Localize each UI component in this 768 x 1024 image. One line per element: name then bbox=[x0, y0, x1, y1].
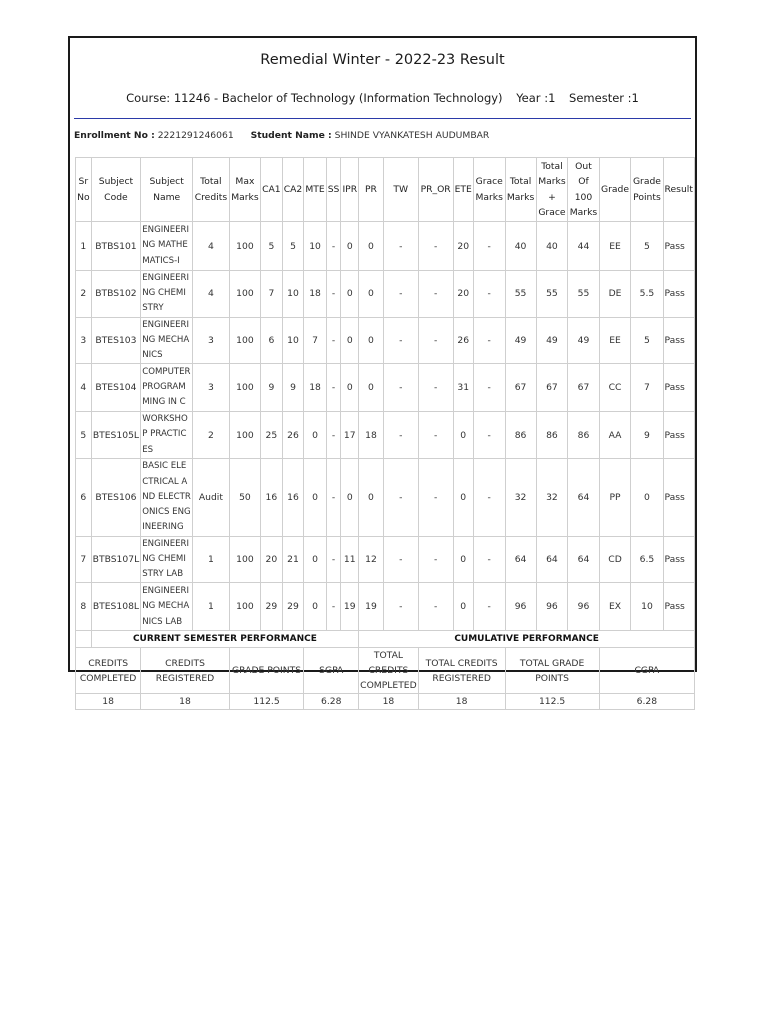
cell-code: BTES103 bbox=[91, 317, 141, 364]
cell-max: 100 bbox=[229, 583, 260, 631]
cell-pr: 0 bbox=[359, 222, 384, 271]
cell-ca1: 9 bbox=[261, 364, 283, 412]
cell-ca2: 10 bbox=[282, 271, 304, 318]
value-total-credits-registered: 18 bbox=[418, 694, 505, 710]
cell-out100: 44 bbox=[568, 222, 599, 271]
cell-grade: EE bbox=[599, 222, 631, 271]
cell-total: 49 bbox=[505, 317, 536, 364]
cell-code: BTES106 bbox=[91, 458, 141, 536]
col-ete: ETE bbox=[453, 158, 473, 222]
cell-name: ENGINEERING MECHANICS LAB bbox=[141, 583, 193, 631]
cell-pr-or: - bbox=[418, 583, 453, 631]
table-row bbox=[76, 583, 695, 631]
cell-grace: - bbox=[473, 536, 505, 583]
col-grade: Grade bbox=[599, 158, 631, 222]
cell-ipr: 19 bbox=[341, 583, 359, 631]
value-total-grade-points: 112.5 bbox=[505, 694, 599, 710]
cell-ete: 0 bbox=[453, 583, 473, 631]
student-name-label: Student Name : bbox=[250, 130, 332, 141]
col-code: Subject Code bbox=[91, 158, 141, 222]
col-sr: Sr No bbox=[76, 158, 92, 222]
cell-ca1: 6 bbox=[261, 317, 283, 364]
cell-ete: 0 bbox=[453, 458, 473, 536]
cell-grade: AA bbox=[599, 412, 631, 459]
cell-out100: 49 bbox=[568, 317, 599, 364]
cell-pr-or: - bbox=[418, 222, 453, 271]
cell-total: 40 bbox=[505, 222, 536, 271]
cell-ete: 0 bbox=[453, 412, 473, 459]
cell-credits: 3 bbox=[193, 317, 230, 364]
cell-grace: - bbox=[473, 317, 505, 364]
cell-ss: - bbox=[326, 412, 341, 459]
cell-mte: 0 bbox=[304, 412, 326, 459]
col-points: Grade Points bbox=[631, 158, 663, 222]
cell-max: 50 bbox=[229, 458, 260, 536]
cell-total: 86 bbox=[505, 412, 536, 459]
cell-result: Pass bbox=[663, 317, 695, 364]
cell-name: ENGINEERING CHEMISTRY bbox=[141, 271, 193, 318]
cell-tw: - bbox=[383, 271, 418, 318]
cell-ss: - bbox=[326, 222, 341, 271]
cell-ss: - bbox=[326, 583, 341, 631]
cell-ca2: 26 bbox=[282, 412, 304, 459]
cell-pr: 19 bbox=[359, 583, 384, 631]
cell-out100: 55 bbox=[568, 271, 599, 318]
enrollment-label: Enrollment No : bbox=[74, 130, 155, 141]
cell-ca2: 29 bbox=[282, 583, 304, 631]
col-result: Result bbox=[663, 158, 695, 222]
cell-ca1: 25 bbox=[261, 412, 283, 459]
cell-pr: 0 bbox=[359, 317, 384, 364]
label-cgpa: CGPA bbox=[599, 648, 694, 694]
cell-pr: 0 bbox=[359, 271, 384, 318]
cell-pr: 0 bbox=[359, 458, 384, 536]
label-credits-completed: CREDITS COMPLETED bbox=[76, 648, 141, 694]
cell-credits: 4 bbox=[193, 222, 230, 271]
cell-points: 10 bbox=[631, 583, 663, 631]
cell-pr: 18 bbox=[359, 412, 384, 459]
cell-credits: 4 bbox=[193, 271, 230, 318]
cell-ipr: 0 bbox=[341, 364, 359, 412]
cell-ca2: 10 bbox=[282, 317, 304, 364]
cell-code: BTBS101 bbox=[91, 222, 141, 271]
cell-ca2: 5 bbox=[282, 222, 304, 271]
cell-tw: - bbox=[383, 458, 418, 536]
cell-ca2: 9 bbox=[282, 364, 304, 412]
cell-ca2: 16 bbox=[282, 458, 304, 536]
course-line bbox=[70, 91, 695, 105]
label-total-grade-points: TOTAL GRADE POINTS bbox=[505, 648, 599, 694]
current-semester-title: CURRENT SEMESTER PERFORMANCE bbox=[91, 631, 358, 648]
table-row bbox=[76, 364, 695, 412]
cell-max: 100 bbox=[229, 364, 260, 412]
cell-total-grace: 40 bbox=[536, 222, 568, 271]
cell-result: Pass bbox=[663, 536, 695, 583]
cell-total: 96 bbox=[505, 583, 536, 631]
cell-name: COMPUTER PROGRAMMING IN C bbox=[141, 364, 193, 412]
performance-section bbox=[76, 631, 695, 710]
cell-sr: 1 bbox=[76, 222, 92, 271]
cell-ete: 20 bbox=[453, 271, 473, 318]
cell-ca1: 5 bbox=[261, 222, 283, 271]
cell-pr-or: - bbox=[418, 317, 453, 364]
cell-ss: - bbox=[326, 458, 341, 536]
col-tw: TW bbox=[383, 158, 418, 222]
label-total-credits-completed: TOTAL CREDITS COMPLETED bbox=[359, 648, 419, 694]
cell-ca1: 20 bbox=[261, 536, 283, 583]
cell-total-grace: 55 bbox=[536, 271, 568, 318]
cell-ca1: 16 bbox=[261, 458, 283, 536]
cell-total-grace: 86 bbox=[536, 412, 568, 459]
cell-grade: CD bbox=[599, 536, 631, 583]
cell-result: Pass bbox=[663, 412, 695, 459]
table-row bbox=[76, 271, 695, 318]
student-info bbox=[74, 130, 489, 141]
cell-total: 64 bbox=[505, 536, 536, 583]
cell-total-grace: 64 bbox=[536, 536, 568, 583]
cell-points: 7 bbox=[631, 364, 663, 412]
label-sgpa: SGPA bbox=[304, 648, 359, 694]
cell-sr: 3 bbox=[76, 317, 92, 364]
cell-tw: - bbox=[383, 412, 418, 459]
cell-credits: 1 bbox=[193, 583, 230, 631]
cell-sr: 7 bbox=[76, 536, 92, 583]
table-row bbox=[76, 317, 695, 364]
cell-points: 5 bbox=[631, 317, 663, 364]
cell-ipr: 17 bbox=[341, 412, 359, 459]
cell-grade: CC bbox=[599, 364, 631, 412]
cell-pr: 0 bbox=[359, 364, 384, 412]
cell-max: 100 bbox=[229, 536, 260, 583]
cell-name: ENGINEERING CHEMISTRY LAB bbox=[141, 536, 193, 583]
label-total-credits-registered: TOTAL CREDITS REGISTERED bbox=[418, 648, 505, 694]
value-credits-completed: 18 bbox=[76, 694, 141, 710]
cell-tw: - bbox=[383, 317, 418, 364]
result-sheet bbox=[68, 36, 697, 708]
cell-ete: 20 bbox=[453, 222, 473, 271]
cell-tw: - bbox=[383, 536, 418, 583]
cell-ete: 31 bbox=[453, 364, 473, 412]
cell-grade: DE bbox=[599, 271, 631, 318]
cell-mte: 0 bbox=[304, 458, 326, 536]
cell-out100: 86 bbox=[568, 412, 599, 459]
cell-total-grace: 67 bbox=[536, 364, 568, 412]
cell-points: 0 bbox=[631, 458, 663, 536]
cell-total-grace: 32 bbox=[536, 458, 568, 536]
cell-result: Pass bbox=[663, 271, 695, 318]
col-mte: MTE bbox=[304, 158, 326, 222]
cell-ipr: 0 bbox=[341, 458, 359, 536]
cell-grace: - bbox=[473, 271, 505, 318]
label-grade-points: GRADE POINTS bbox=[229, 648, 304, 694]
cell-ipr: 11 bbox=[341, 536, 359, 583]
course-name: Course: 11246 - Bachelor of Technology (Information Technology) bbox=[126, 91, 503, 105]
cell-mte: 18 bbox=[304, 271, 326, 318]
cell-max: 100 bbox=[229, 271, 260, 318]
cell-result: Pass bbox=[663, 583, 695, 631]
cell-ss: - bbox=[326, 536, 341, 583]
cell-mte: 10 bbox=[304, 222, 326, 271]
cell-total: 55 bbox=[505, 271, 536, 318]
cell-ss: - bbox=[326, 271, 341, 318]
cell-code: BTES105L bbox=[91, 412, 141, 459]
cell-points: 9 bbox=[631, 412, 663, 459]
cell-grace: - bbox=[473, 458, 505, 536]
col-credits: Total Credits bbox=[193, 158, 230, 222]
cell-ca1: 7 bbox=[261, 271, 283, 318]
cell-grace: - bbox=[473, 412, 505, 459]
col-name: Subject Name bbox=[141, 158, 193, 222]
value-grade-points: 112.5 bbox=[229, 694, 304, 710]
table-row bbox=[76, 412, 695, 459]
cumulative-title: CUMULATIVE PERFORMANCE bbox=[359, 631, 695, 648]
cell-result: Pass bbox=[663, 222, 695, 271]
value-credits-registered: 18 bbox=[141, 694, 230, 710]
col-total: Total Marks bbox=[505, 158, 536, 222]
col-ss: SS bbox=[326, 158, 341, 222]
cell-tw: - bbox=[383, 364, 418, 412]
enrollment-number: 2221291246061 bbox=[157, 130, 234, 141]
table-row bbox=[76, 458, 695, 536]
cell-grade: PP bbox=[599, 458, 631, 536]
cell-out100: 64 bbox=[568, 536, 599, 583]
result-rows bbox=[76, 222, 695, 631]
cell-ca2: 21 bbox=[282, 536, 304, 583]
cell-ete: 26 bbox=[453, 317, 473, 364]
cell-credits: 1 bbox=[193, 536, 230, 583]
cell-code: BTES108L bbox=[91, 583, 141, 631]
cell-tw: - bbox=[383, 583, 418, 631]
col-ca2: CA2 bbox=[282, 158, 304, 222]
cell-ipr: 0 bbox=[341, 222, 359, 271]
cell-pr-or: - bbox=[418, 412, 453, 459]
cell-credits: Audit bbox=[193, 458, 230, 536]
divider bbox=[74, 118, 691, 119]
cell-points: 5 bbox=[631, 222, 663, 271]
table-row bbox=[76, 536, 695, 583]
cell-name: ENGINEERING MECHANICS bbox=[141, 317, 193, 364]
cell-out100: 96 bbox=[568, 583, 599, 631]
cell-code: BTBS107L bbox=[91, 536, 141, 583]
cell-out100: 67 bbox=[568, 364, 599, 412]
col-max: Max Marks bbox=[229, 158, 260, 222]
course-semester: Semester :1 bbox=[569, 91, 639, 105]
cell-ipr: 0 bbox=[341, 271, 359, 318]
cell-total-grace: 96 bbox=[536, 583, 568, 631]
cell-pr: 12 bbox=[359, 536, 384, 583]
cell-name: WORKSHOP PRACTICES bbox=[141, 412, 193, 459]
cell-pr-or: - bbox=[418, 458, 453, 536]
cell-pr-or: - bbox=[418, 271, 453, 318]
student-name: SHINDE VYANKATESH AUDUMBAR bbox=[334, 130, 490, 141]
cell-name: BASIC ELECTRICAL AND ELECTRONICS ENGINEERING bbox=[141, 458, 193, 536]
table-row bbox=[76, 222, 695, 271]
cell-ss: - bbox=[326, 364, 341, 412]
cell-ca1: 29 bbox=[261, 583, 283, 631]
col-ca1: CA1 bbox=[261, 158, 283, 222]
cell-out100: 64 bbox=[568, 458, 599, 536]
cell-points: 6.5 bbox=[631, 536, 663, 583]
cell-sr: 8 bbox=[76, 583, 92, 631]
value-total-credits-completed: 18 bbox=[359, 694, 419, 710]
cell-total: 32 bbox=[505, 458, 536, 536]
cell-ss: - bbox=[326, 317, 341, 364]
cell-result: Pass bbox=[663, 458, 695, 536]
result-title: Remedial Winter - 2022-23 Result bbox=[260, 52, 505, 68]
cell-ipr: 0 bbox=[341, 317, 359, 364]
value-cgpa: 6.28 bbox=[599, 694, 694, 710]
cell-points: 5.5 bbox=[631, 271, 663, 318]
cell-mte: 0 bbox=[304, 583, 326, 631]
result-table bbox=[75, 157, 695, 710]
col-ipr: IPR bbox=[341, 158, 359, 222]
cell-grade: EE bbox=[599, 317, 631, 364]
cell-grace: - bbox=[473, 222, 505, 271]
cell-sr: 5 bbox=[76, 412, 92, 459]
cell-mte: 0 bbox=[304, 536, 326, 583]
cell-sr: 6 bbox=[76, 458, 92, 536]
cell-credits: 2 bbox=[193, 412, 230, 459]
cell-name: ENGINEERING MATHEMATICS-I bbox=[141, 222, 193, 271]
cell-tw: - bbox=[383, 222, 418, 271]
cell-credits: 3 bbox=[193, 364, 230, 412]
cell-mte: 18 bbox=[304, 364, 326, 412]
cell-result: Pass bbox=[663, 364, 695, 412]
col-out100: Out Of 100 Marks bbox=[568, 158, 599, 222]
col-total-grace: Total Marks + Grace bbox=[536, 158, 568, 222]
cell-mte: 7 bbox=[304, 317, 326, 364]
cell-grace: - bbox=[473, 364, 505, 412]
cell-max: 100 bbox=[229, 317, 260, 364]
cell-sr: 2 bbox=[76, 271, 92, 318]
cell-max: 100 bbox=[229, 412, 260, 459]
cell-code: BTES104 bbox=[91, 364, 141, 412]
cell-pr-or: - bbox=[418, 364, 453, 412]
cell-total-grace: 49 bbox=[536, 317, 568, 364]
cell-pr-or: - bbox=[418, 536, 453, 583]
cell-grace: - bbox=[473, 583, 505, 631]
col-pr-or: PR_OR bbox=[418, 158, 453, 222]
cell-max: 100 bbox=[229, 222, 260, 271]
cell-code: BTBS102 bbox=[91, 271, 141, 318]
value-sgpa: 6.28 bbox=[304, 694, 359, 710]
course-year: Year :1 bbox=[516, 91, 556, 105]
cell-sr: 4 bbox=[76, 364, 92, 412]
cell-total: 67 bbox=[505, 364, 536, 412]
cell-grade: EX bbox=[599, 583, 631, 631]
cell-ete: 0 bbox=[453, 536, 473, 583]
label-credits-registered: CREDITS REGISTERED bbox=[141, 648, 230, 694]
col-pr: PR bbox=[359, 158, 384, 222]
col-grace: Grace Marks bbox=[473, 158, 505, 222]
header-row bbox=[76, 158, 695, 222]
